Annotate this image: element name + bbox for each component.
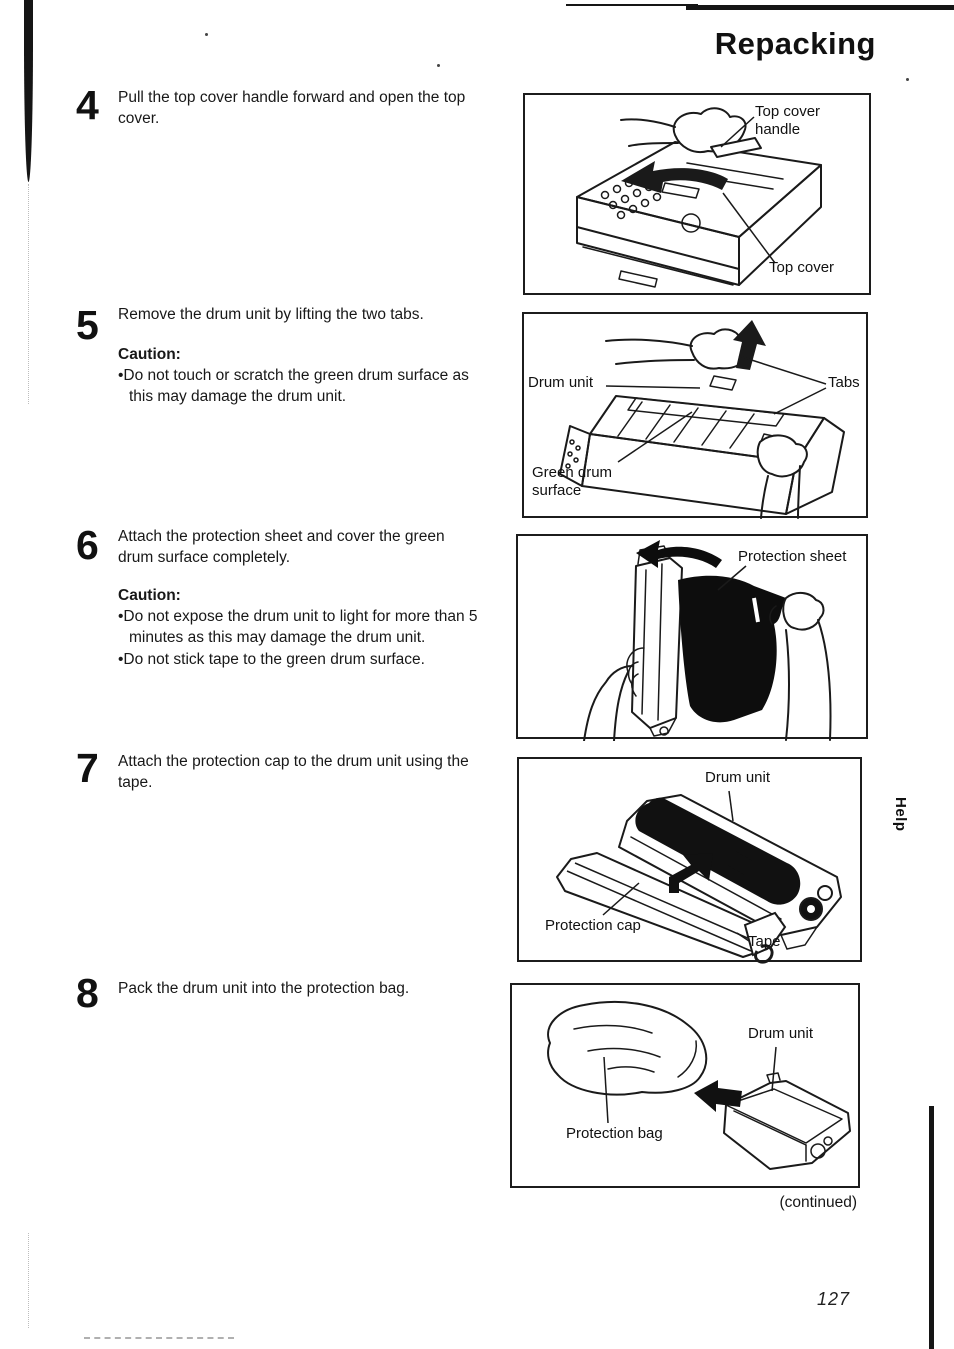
step-number-5: 5: [76, 302, 99, 348]
step-number-8: 8: [76, 970, 99, 1016]
continued-note: (continued): [779, 1194, 857, 1211]
step-6-instruction: Attach the protection sheet and cover the green drum surface completely.: [118, 528, 445, 566]
step-7-instruction: Attach the protection cap to the drum unit using the tape.: [118, 753, 469, 791]
label-protection-bag: Protection bag: [566, 1125, 663, 1142]
label-top-cover-handle: Top cover handle: [755, 103, 821, 138]
scan-speck: [906, 78, 909, 81]
step-8-instruction: Pack the drum unit into the protection bag.: [118, 980, 410, 997]
label-tabs: Tabs: [828, 374, 860, 391]
step-number-7: 7: [76, 745, 99, 791]
step-5-instruction: Remove the drum unit by lifting the two tabs.: [118, 306, 424, 323]
protection-sheet-illustration: [518, 536, 870, 741]
label-drum-unit: Drum unit: [528, 374, 594, 391]
label-protection-cap: Protection cap: [545, 917, 641, 934]
page-edge-line: [566, 4, 698, 6]
step-5-caution-bullet: •Do not touch or scratch the green drum surface as this may damage the drum unit.: [118, 367, 469, 405]
page-edge-line: [686, 5, 954, 10]
scan-speck: [205, 33, 208, 36]
label-tape: Tape: [748, 933, 781, 950]
scan-artifact-left: [24, 0, 33, 182]
protection-sheet-shape: [678, 576, 786, 723]
label-top-cover: Top cover: [769, 259, 835, 276]
protection-bag-illustration: [512, 985, 862, 1190]
step-6-caution-bullet-2: •Do not stick tape to the green drum surface.: [118, 651, 425, 668]
scan-artifact: [84, 1337, 234, 1339]
scan-speck: [437, 64, 440, 67]
step-6-caution-title: Caution:: [118, 587, 181, 604]
scan-artifact-right: [929, 1106, 934, 1349]
figure-protection-cap: [517, 757, 862, 962]
figure-remove-drum-unit: [522, 312, 868, 518]
page-number: 127: [817, 1289, 851, 1309]
figure-open-top-cover: [523, 93, 871, 295]
help-section-tab: Help: [892, 797, 909, 832]
scan-artifact: [28, 184, 29, 404]
label-green-drum-surface: Green drum surface: [532, 464, 613, 499]
scan-artifact: [28, 1233, 29, 1328]
step-number-6: 6: [76, 522, 99, 568]
open-direction-arrow: [621, 161, 728, 193]
label-drum-unit: Drum unit: [748, 1025, 814, 1042]
insert-direction-arrow: [694, 1080, 742, 1112]
label-drum-unit: Drum unit: [705, 769, 771, 786]
label-protection-sheet: Protection sheet: [738, 548, 847, 565]
step-4-instruction: Pull the top cover handle forward and open the top cover.: [118, 89, 466, 127]
figure-protection-sheet: [516, 534, 868, 739]
step-5-caution-title: Caution:: [118, 346, 181, 363]
step-6-caution-bullet-1: •Do not expose the drum unit to light for more than 5 minutes as this may damage the drum unit.: [118, 608, 478, 646]
figure-protection-bag: [510, 983, 860, 1188]
step-number-4: 4: [76, 82, 99, 128]
page-title: Repacking: [714, 26, 876, 61]
